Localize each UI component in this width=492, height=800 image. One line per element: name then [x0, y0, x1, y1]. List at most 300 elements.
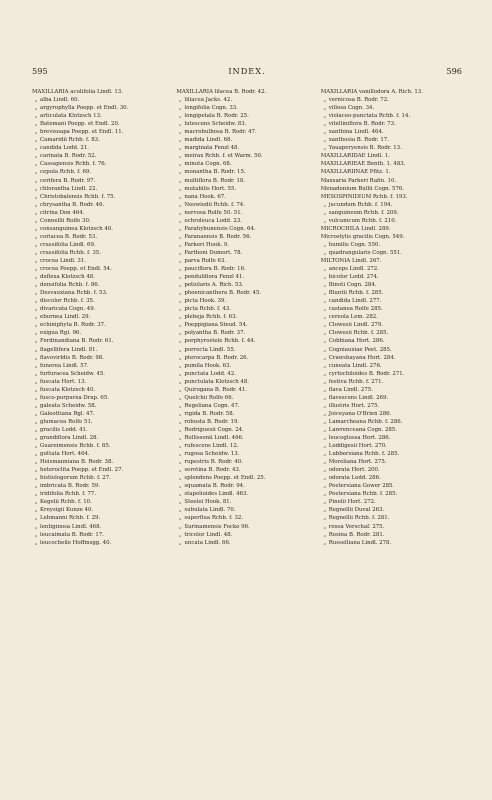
entry-text: divaricata Cogn. 49.: [40, 306, 96, 313]
ditto-mark: „: [34, 113, 38, 120]
index-entry: [176, 233, 312, 241]
ditto-mark: „: [34, 354, 38, 361]
ditto-mark: „: [34, 507, 38, 514]
index-entry: [321, 177, 464, 185]
entry-text: squamata B. Rodr. 94.: [184, 483, 245, 490]
entry-text: Clowesii Lindl. 279.: [328, 322, 383, 329]
index-column-1: [32, 88, 168, 547]
entry-text: rigida B. Rodr. 58.: [184, 410, 235, 417]
entry-text: Lamarcheana Rchb. f. 286.: [328, 418, 403, 425]
entry-text: fuscata Klotzsch 40.: [40, 386, 96, 393]
index-entry: [321, 531, 464, 539]
index-entry: [321, 96, 464, 104]
index-entry: [321, 265, 464, 273]
ditto-mark: „: [323, 201, 327, 208]
entry-text: vitelliniflora B. Rodr. 73.: [328, 121, 396, 128]
ditto-mark: „: [34, 290, 38, 297]
entry-text: porphyrostele Rchb. f. 44.: [184, 338, 256, 345]
ditto-mark: „: [34, 370, 38, 377]
entry-text: odorata Lodd. 286.: [328, 475, 381, 482]
index-entry: [321, 498, 464, 506]
ditto-mark: „: [34, 306, 38, 313]
ditto-mark: „: [34, 209, 38, 216]
entry-text: grandiflora Lindl. 28.: [40, 435, 99, 442]
index-entry: [32, 539, 168, 547]
ditto-mark: „: [34, 193, 38, 200]
entry-text: Desvauxiana Rchb. f. 53.: [40, 290, 108, 297]
ditto-mark: „: [178, 362, 182, 369]
index-entry: [32, 329, 168, 337]
ditto-mark: „: [34, 475, 38, 482]
index-entry: [32, 305, 168, 313]
entry-text: exigua Rgl. 96.: [40, 330, 82, 337]
ditto-mark: „: [178, 105, 182, 112]
index-entry: [32, 209, 168, 217]
ditto-mark: „: [34, 121, 38, 128]
entry-text: Peetersiana Rchb. f. 285.: [328, 491, 398, 498]
ditto-mark: „: [323, 274, 327, 281]
index-entry: [32, 506, 168, 514]
entry-text: punctata Lodd. 42.: [184, 370, 236, 377]
index-entry: [176, 217, 312, 225]
ditto-mark: „: [178, 499, 182, 506]
ditto-mark: „: [34, 531, 38, 538]
ditto-mark: „: [178, 257, 182, 264]
entry-text: Pinelii Hort. 272.: [328, 499, 376, 506]
ditto-mark: „: [34, 257, 38, 264]
ditto-mark: „: [34, 402, 38, 409]
index-entry: [176, 539, 312, 547]
ditto-mark: „: [34, 499, 38, 506]
index-entry: [321, 490, 464, 498]
index-entry: [32, 337, 168, 345]
ditto-mark: „: [323, 402, 327, 409]
entry-text: Clowesii Rchb. f. 285.: [328, 330, 389, 337]
page-title: INDEX.: [228, 66, 266, 76]
index-entry: [32, 233, 168, 241]
ditto-mark: „: [323, 306, 327, 313]
entry-text: uncata Lindl. 66.: [184, 539, 231, 546]
index-entry: [176, 297, 312, 305]
entry-text: Crawshayana Hort. 284.: [328, 354, 396, 361]
ditto-mark: „: [34, 539, 38, 546]
index-column-3: [321, 88, 464, 547]
index-entry: [176, 498, 312, 506]
entry-text: nervosa Rolfe 50. 51.: [184, 209, 243, 216]
entry-text: flavescens Lindl. 269.: [328, 394, 389, 401]
ditto-mark: „: [178, 322, 182, 329]
index-entry: [321, 458, 464, 466]
index-entry: [321, 225, 464, 233]
index-entry: [321, 410, 464, 418]
ditto-mark: „: [323, 531, 327, 538]
ditto-mark: „: [178, 177, 182, 184]
entry-text: vernicosa B. Rodr. 72.: [328, 97, 389, 104]
ditto-mark: „: [178, 491, 182, 498]
index-entry: [32, 523, 168, 531]
index-entry: [176, 482, 312, 490]
entry-text: Paranaensis B. Rodr. 56.: [184, 233, 252, 240]
entry-text: Rosina B. Rodr. 281.: [328, 531, 385, 538]
entry-text: rupestris B. Rodr. 40.: [184, 459, 243, 466]
ditto-mark: „: [323, 459, 327, 466]
entry-text: bicolor Lodd. 274.: [328, 274, 379, 281]
ditto-mark: „: [323, 475, 327, 482]
ditto-mark: „: [178, 185, 182, 192]
ditto-mark: „: [178, 467, 182, 474]
entry-text: MESOSPINIDIUM Rchb. f. 193.: [320, 193, 408, 200]
index-entry: [32, 193, 168, 201]
ditto-mark: „: [34, 249, 38, 256]
entry-text: candida Lindl. 277.: [328, 298, 382, 305]
entry-text: vulcanicum Rchb. f. 210.: [328, 217, 397, 224]
ditto-mark: „: [323, 354, 327, 361]
index-entry: [32, 514, 168, 522]
entry-text: pauciflora B. Rodr. 16.: [184, 266, 246, 273]
entry-text: MAXILLARIA vanillodora A. Rich. 13.: [320, 89, 423, 95]
entry-text: eburnea Lindl. 29.: [40, 314, 91, 321]
entry-text: guttata Hort. 464.: [40, 451, 90, 458]
index-entry: [176, 531, 312, 539]
index-entry: [176, 152, 312, 160]
index-entry: [321, 120, 464, 128]
ditto-mark: „: [323, 467, 327, 474]
index-entry: [321, 233, 464, 241]
ditto-mark: „: [178, 523, 182, 530]
entry-text: longipetala B. Rodr. 25.: [184, 113, 249, 120]
ditto-mark: „: [178, 346, 182, 353]
ditto-mark: „: [34, 523, 38, 530]
ditto-mark: „: [178, 394, 182, 401]
ditto-mark: „: [34, 418, 38, 425]
index-entry: [32, 394, 168, 402]
ditto-mark: „: [34, 410, 38, 417]
index-entry: [321, 193, 464, 201]
entry-text: Loddigesii Hort. 270.: [328, 443, 387, 450]
ditto-mark: „: [178, 193, 182, 200]
entry-text: funerea Lindl. 57.: [40, 362, 89, 369]
ditto-mark: „: [34, 129, 38, 136]
ditto-mark: „: [178, 410, 182, 417]
entry-text: crassifolia Lindl. 69.: [40, 241, 96, 248]
index-entry: [321, 539, 464, 547]
index-entry: [176, 160, 312, 168]
index-entry: [321, 329, 464, 337]
index-entry: [321, 466, 464, 474]
entry-text: Binoti Cogn. 284.: [328, 282, 377, 289]
entry-text: Steelei Hook. 81.: [184, 499, 232, 506]
ditto-mark: „: [178, 426, 182, 433]
index-entry: [176, 120, 312, 128]
index-entry: [32, 88, 168, 96]
entry-text: pendulifiora Fenzl 41.: [184, 274, 245, 281]
ditto-mark: „: [323, 346, 327, 353]
entry-text: monantha B. Rodr. 15.: [184, 169, 246, 176]
index-entry: [176, 329, 312, 337]
entry-text: crocea Lindl. 31.: [40, 257, 86, 264]
index-entry: [176, 523, 312, 531]
entry-text: Peetersiana Gower 285.: [328, 483, 395, 490]
ditto-mark: „: [323, 523, 327, 530]
entry-text: flava Lindl. 275.: [328, 386, 373, 393]
index-entry: [32, 120, 168, 128]
ditto-mark: „: [323, 338, 327, 345]
index-entry: [321, 482, 464, 490]
ditto-mark: „: [34, 314, 38, 321]
ditto-mark: „: [34, 274, 38, 281]
entry-text: Heismanniana B. Rodr. 38.: [40, 459, 114, 466]
index-entry: [32, 426, 168, 434]
ditto-mark: „: [323, 137, 327, 144]
ditto-mark: „: [178, 330, 182, 337]
ditto-mark: „: [323, 322, 327, 329]
index-entry: [176, 144, 312, 152]
entry-text: odorata Hort. 200.: [328, 467, 380, 474]
ditto-mark: „: [323, 410, 327, 417]
index-entry: [176, 128, 312, 136]
entry-text: superflua Rchb. f. 32.: [184, 515, 244, 522]
index-entry: [176, 402, 312, 410]
ditto-mark: „: [178, 443, 182, 450]
entry-text: violaceo-punctata Rchb. f. 14.: [328, 113, 411, 120]
ditto-mark: „: [323, 290, 327, 297]
index-entry: [321, 209, 464, 217]
index-entry: [176, 370, 312, 378]
ditto-mark: „: [178, 161, 182, 168]
index-entry: [32, 482, 168, 490]
ditto-mark: „: [178, 113, 182, 120]
index-entry: [176, 273, 312, 281]
entry-text: stapelioides Lindl. 463.: [184, 491, 249, 498]
entry-text: xanthina Lindl. 464.: [328, 129, 384, 136]
index-entry: [321, 442, 464, 450]
ditto-mark: „: [323, 266, 327, 273]
ditto-mark: „: [323, 443, 327, 450]
entry-text: Parahybunensis Cogn. 64.: [184, 225, 256, 232]
ditto-mark: „: [178, 169, 182, 176]
entry-text: Christobalensis Rchb. f. 75.: [40, 193, 116, 200]
ditto-mark: „: [178, 378, 182, 385]
index-entry: [32, 225, 168, 233]
ditto-mark: „: [178, 451, 182, 458]
index-column-2: [176, 88, 312, 547]
index-entry: [321, 297, 464, 305]
ditto-mark: „: [323, 362, 327, 369]
index-entry: [32, 410, 168, 418]
index-entry: [32, 474, 168, 482]
entry-text: Surinamensis Focke 96.: [184, 523, 250, 530]
index-entry: [176, 249, 312, 257]
entry-text: Quelchii Rolfe 66.: [184, 394, 234, 401]
ditto-mark: „: [178, 97, 182, 104]
entry-text: macrobulbosa B. Rodr. 47.: [184, 129, 257, 136]
entry-text: crocea Poepp. et Endl. 54.: [40, 266, 112, 273]
index-entry: [32, 281, 168, 289]
ditto-mark: „: [323, 499, 327, 506]
right-page-number: 596: [446, 66, 462, 76]
index-entry: [176, 289, 312, 297]
index-entry: [32, 136, 168, 144]
entry-text: echiniphyta B. Rodr. 37.: [40, 322, 106, 329]
index-entry: [32, 297, 168, 305]
index-entry: [32, 386, 168, 394]
index-entry: [32, 498, 168, 506]
entry-text: Moreliana Hort. 275.: [328, 459, 387, 466]
index-entry: [321, 241, 464, 249]
ditto-mark: „: [34, 217, 38, 224]
index-entry: [32, 201, 168, 209]
ditto-mark: „: [178, 435, 182, 442]
index-entry: [32, 249, 168, 257]
entry-text: petiolaris A. Rich. 53.: [184, 282, 244, 289]
entry-text: illustris Hort. 275.: [328, 402, 380, 409]
index-entry: [321, 185, 464, 193]
index-entry: [321, 346, 464, 354]
index-entry: [176, 394, 312, 402]
entry-text: carinata B. Rodr. 52.: [40, 153, 97, 160]
ditto-mark: „: [34, 266, 38, 273]
index-entry: [321, 281, 464, 289]
entry-text: mutabilis Hort. 55.: [184, 185, 237, 192]
entry-text: fuscata Hort. 13.: [40, 378, 87, 385]
ditto-mark: „: [178, 507, 182, 514]
ditto-mark: „: [178, 314, 182, 321]
ditto-mark: „: [178, 306, 182, 313]
ditto-mark: „: [178, 225, 182, 232]
entry-text: glumacea Rolfe 51.: [40, 418, 93, 425]
ditto-mark: „: [34, 467, 38, 474]
ditto-mark: „: [34, 282, 38, 289]
index-entry: [32, 177, 168, 185]
entry-text: crassifolia Rchb. f. 35.: [40, 249, 101, 256]
index-entry: [32, 313, 168, 321]
ditto-mark: „: [34, 459, 38, 466]
index-entry: [32, 434, 168, 442]
entry-text: Cogniauxiae Peet. 285.: [328, 346, 392, 353]
ditto-mark: „: [178, 338, 182, 345]
entry-text: villosa Cogn. 34.: [328, 105, 375, 112]
ditto-mark: „: [323, 241, 327, 248]
entry-text: Parthoni Dumort. 78.: [184, 249, 243, 256]
ditto-mark: „: [34, 338, 38, 345]
index-entry: [321, 370, 464, 378]
index-entry: [32, 531, 168, 539]
ditto-mark: „: [34, 153, 38, 160]
index-entry: [176, 104, 312, 112]
entry-text: ochroleuca Lodd. 23.: [184, 217, 242, 224]
left-page-number: 595: [32, 66, 48, 76]
index-entry: [176, 305, 312, 313]
ditto-mark: „: [34, 435, 38, 442]
entry-text: rufescens Lindl. 12.: [184, 443, 239, 450]
ditto-mark: „: [34, 394, 38, 401]
index-entry: [32, 362, 168, 370]
index-entry: [32, 466, 168, 474]
ditto-mark: „: [178, 153, 182, 160]
index-entry: [321, 394, 464, 402]
entry-text: jucundum Rchb. f. 194.: [328, 201, 393, 208]
entry-text: citrina Don 464.: [40, 209, 85, 216]
ditto-mark: „: [34, 378, 38, 385]
entry-text: parva Rolfe 63.: [184, 257, 227, 264]
entry-text: meirax Rchb. f. et Warm. 50.: [184, 153, 263, 160]
ditto-mark: „: [34, 451, 38, 458]
index-entry: [176, 442, 312, 450]
index-entry: [176, 225, 312, 233]
index-entry: [176, 378, 312, 386]
ditto-mark: „: [323, 451, 327, 458]
index-entry: [176, 362, 312, 370]
ditto-mark: „: [34, 137, 38, 144]
index-entry: [176, 386, 312, 394]
entry-text: picta Hook. 39.: [184, 298, 227, 305]
index-entry: [32, 96, 168, 104]
index-entry: [32, 458, 168, 466]
entry-text: Regnellii Duval 263.: [328, 507, 385, 514]
entry-text: marginata Fenzl 48.: [184, 145, 240, 152]
index-entry: [321, 217, 464, 225]
entry-text: MAXILLARIDAE Lindl. 1.: [320, 153, 390, 160]
index-entry: [32, 450, 168, 458]
ditto-mark: „: [34, 177, 38, 184]
index-entry: [32, 257, 168, 265]
ditto-mark: „: [178, 515, 182, 522]
index-entry: [176, 474, 312, 482]
entry-text: porrecta Lindl. 55.: [184, 346, 236, 353]
entry-text: MILTONIA Lindl. 267.: [320, 257, 382, 264]
index-entry: [321, 305, 464, 313]
ditto-mark: „: [34, 386, 38, 393]
ditto-mark: „: [323, 435, 327, 442]
ditto-mark: „: [323, 491, 327, 498]
entry-text: leucocheile Hoffmsgg. 40.: [40, 539, 112, 546]
entry-text: chlorantha Lindl. 22.: [40, 185, 98, 192]
index-entry: [176, 241, 312, 249]
entry-text: discolor Rchb. f. 35.: [40, 298, 95, 305]
index-entry: [32, 160, 168, 168]
ditto-mark: „: [178, 298, 182, 305]
ditto-mark: „: [34, 105, 38, 112]
index-entry: [32, 104, 168, 112]
ditto-mark: „: [178, 121, 182, 128]
ditto-mark: „: [34, 225, 38, 232]
index-entry: [321, 378, 464, 386]
entry-text: flavovirldis B. Rodr. 98.: [40, 354, 104, 361]
entry-text: deflexa Klotzsch 48.: [40, 274, 95, 281]
entry-text: MAXILLARIA lilacea B. Rodr. 42.: [176, 89, 267, 95]
index-entry: [321, 337, 464, 345]
ditto-mark: „: [34, 161, 38, 168]
entry-text: Camaridii Rchb. f. 83.: [40, 137, 100, 144]
index-columns: [32, 88, 464, 547]
index-entry: [176, 490, 312, 498]
index-entry: [32, 370, 168, 378]
entry-text: picta Rchb. f. 43.: [184, 306, 231, 313]
entry-text: articulata Klotzsch 13.: [40, 113, 102, 120]
entry-text: nana Hook. 67.: [184, 193, 226, 200]
index-entry: [321, 168, 464, 176]
entry-text: phoenicanthera B. Rodr. 45.: [184, 290, 262, 297]
entry-text: consanguinea Klotzsch 40.: [40, 225, 113, 232]
ditto-mark: „: [178, 217, 182, 224]
index-entry: [176, 112, 312, 120]
entry-text: Poeppigiana Steud. 54.: [184, 322, 248, 329]
index-entry: [321, 201, 464, 209]
index-entry: [32, 378, 168, 386]
ditto-mark: „: [34, 241, 38, 248]
entry-text: coriacea B. Rodr. 53.: [40, 233, 98, 240]
ditto-mark: „: [323, 121, 327, 128]
